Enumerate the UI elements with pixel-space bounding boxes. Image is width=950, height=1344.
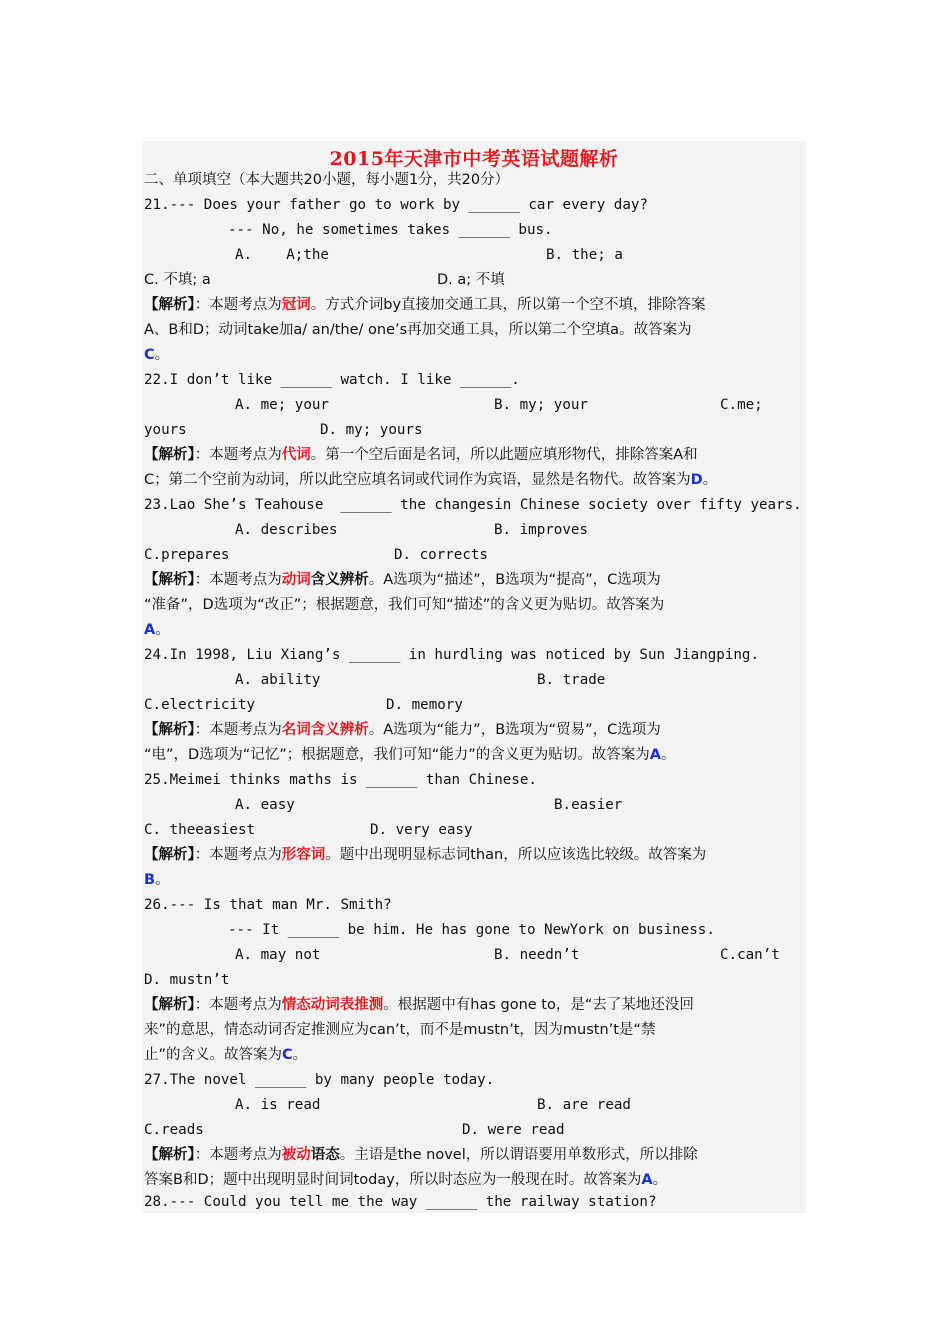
q24-option-a: A. ability — [235, 672, 321, 688]
document-title: 2015年天津市中考英语试题解析 — [329, 148, 619, 170]
q26-explanation-line3: 止”的含义。故答案为C。 — [144, 1047, 308, 1063]
q26-option-a: A. may not — [235, 947, 321, 963]
q24-option-d: D. memory — [386, 697, 463, 713]
q21-explanation: 【解析】：本题考点为冠词。方式介词by直接加交通工具，所以第一个空不填，排除答案 — [144, 297, 706, 313]
q24-explanation-line2: “电”，D选项为“记忆”；根据题意，我们可知“能力”的含义更为贴切。故答案为A。 — [144, 747, 676, 763]
keyword: 情态动词表推测 — [281, 997, 384, 1013]
q22-explanation: 【解析】：本题考点为代词。第一个空后面是名词，所以此题应填形物代，排除答案A和 — [144, 447, 698, 463]
q23-option-a: A. describes — [235, 522, 338, 538]
answer-letter: C — [144, 347, 155, 363]
q22-option-b: B. my; your — [494, 397, 588, 413]
q26-option-d: D. mustn’t — [144, 972, 230, 988]
q25-option-c: C. theeasiest — [144, 822, 256, 838]
q26-stem2: --- It ______ be him. He has gone to NewYork on business. — [228, 922, 715, 938]
q21-explanation-line2: A、B和D；动词take加a/ an/the/ one’s再加交通工具，所以第二个空填a。故答案为 — [144, 322, 692, 338]
q27-stem: 27.The novel ______ by many people today. — [144, 1072, 495, 1088]
q27-option-b: B. are read — [537, 1097, 631, 1113]
keyword: 动词 — [281, 572, 311, 588]
answer-letter: A — [649, 747, 661, 763]
answer-letter: C — [282, 1047, 293, 1063]
q21-option-c: C. 不填; a — [144, 272, 211, 288]
q26-explanation-line2: 来”的意思，情态动词否定推测应为can’t，而不是mustn’t，因为mustn’t是“禁 — [144, 1022, 656, 1038]
q23-option-c: C.prepares — [144, 547, 230, 563]
q22-option-c-cont: yours — [144, 422, 187, 438]
q23-option-d: D. corrects — [394, 547, 488, 563]
q25-option-a: A. easy — [235, 797, 295, 813]
keyword: 冠词 — [281, 297, 311, 313]
q22-explanation-line2: C；第二个空前为动词，所以此空应填名词或代词作为宾语，显然是名物代。故答案为D。 — [144, 472, 718, 488]
answer-letter: B — [144, 872, 156, 888]
q26-explanation: 【解析】：本题考点为情态动词表推测。根据题中有has gone to，是“去了某地还没回 — [144, 997, 694, 1013]
q21-option-a: A. A;the — [235, 247, 329, 263]
q23-stem: 23.Lao She’s Teahouse ______ the changesin Chinese society over fifty years. — [144, 497, 802, 513]
q25-option-d: D. very easy — [370, 822, 473, 838]
q26-option-c: C.can’t — [720, 947, 780, 963]
q25-explanation: 【解析】：本题考点为形容词。题中出现明显标志词than，所以应该选比较级。故答案为 — [144, 847, 707, 863]
q21-stem2: --- No, he sometimes takes ______ bus. — [228, 222, 553, 238]
q26-stem: 26.--- Is that man Mr. Smith? — [144, 897, 392, 913]
q25-option-b: B.easier — [554, 797, 623, 813]
q24-explanation: 【解析】：本题考点为名词含义辨析。A选项为“能力”，B选项为“贸易”，C选项为 — [144, 722, 661, 738]
q23-explanation-line2: “准备”，D选项为“改正”；根据题意，我们可知“描述”的含义更为贴切。故答案为 — [144, 597, 665, 613]
q22-option-c: C.me; — [720, 397, 763, 413]
q25-answer: B。 — [144, 872, 170, 888]
q28-stem: 28.--- Could you tell me the way ______ the railway station? — [144, 1194, 657, 1210]
q27-option-c: C.reads — [144, 1122, 204, 1138]
q22-option-d: D. my; yours — [320, 422, 423, 438]
keyword: 形容词 — [281, 847, 326, 863]
q27-option-d: D. were read — [462, 1122, 565, 1138]
q24-option-b: B. trade — [537, 672, 606, 688]
q22-option-a: A. me; your — [235, 397, 329, 413]
q21-option-d: D. a; 不填 — [437, 272, 505, 288]
q24-option-c: C.electricity — [144, 697, 256, 713]
q27-explanation-line2: 答案B和D；题中出现明显时间词today，所以时态应为一般现在时。故答案为A。 — [144, 1172, 668, 1188]
q22-stem: 22.I don’t like ______ watch. I like ______. — [144, 372, 520, 388]
keyword: 名词 — [281, 722, 311, 738]
q23-explanation: 【解析】：本题考点为动词含义辨析。A选项为“描述”，B选项为“提高”，C选项为 — [144, 572, 661, 588]
q27-option-a: A. is read — [235, 1097, 321, 1113]
keyword: 被动 — [281, 1147, 311, 1163]
q23-answer: A。 — [144, 622, 170, 638]
answer-letter: A — [144, 622, 156, 638]
q21-answer: C。 — [144, 347, 170, 363]
q27-explanation: 【解析】：本题考点为被动语态。主语是the novel，所以谓语要用单数形式，所以排除 — [144, 1147, 698, 1163]
q23-option-b: B. improves — [494, 522, 588, 538]
explanation-tag: 【解析】 — [144, 297, 195, 313]
q24-stem: 24.In 1998, Liu Xiang’s ______ in hurdling was noticed by Sun Jiangping. — [144, 647, 759, 663]
answer-letter: D — [690, 472, 703, 488]
q26-option-b: B. needn’t — [494, 947, 580, 963]
keyword: 代词 — [281, 447, 311, 463]
section-heading: 二、单项填空（本大题共20小题，每小题1分，共20分） — [144, 172, 510, 188]
q21-stem: 21.--- Does your father go to work by ______ car every day? — [144, 197, 648, 213]
q25-stem: 25.Meimei thinks maths is ______ than Chinese. — [144, 772, 537, 788]
answer-letter: A — [641, 1172, 653, 1188]
q21-option-b: B. the; a — [546, 247, 623, 263]
